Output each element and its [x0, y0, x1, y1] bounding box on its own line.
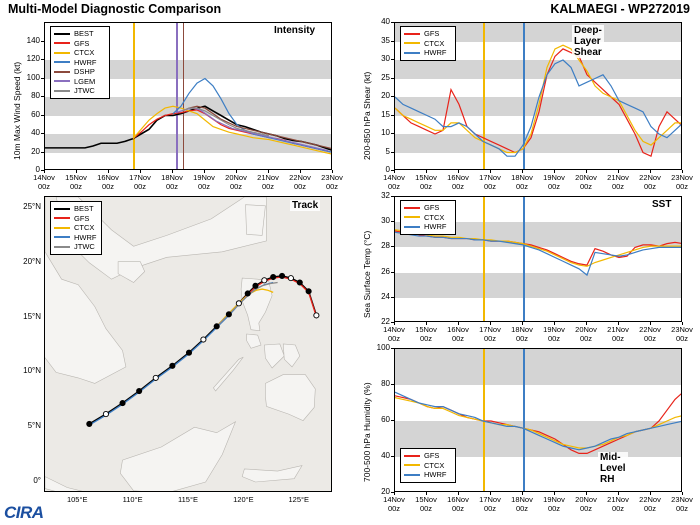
- x-tick-mark: [268, 170, 269, 173]
- legend-swatch: [404, 52, 420, 54]
- x-tick-mark: [394, 322, 395, 325]
- series-line: [395, 232, 682, 275]
- y-tick-label: 0°: [33, 476, 41, 486]
- intensity-ylabel: 10m Max Wind Speed (kt): [12, 61, 22, 160]
- legend-swatch: [404, 33, 420, 35]
- x-tick-label: 105°E: [66, 495, 88, 504]
- x-tick-label: 17Nov 00z: [479, 495, 501, 513]
- y-tick-label: 0: [35, 165, 40, 174]
- x-tick-mark: [490, 492, 491, 495]
- y-tick-mark: [391, 246, 394, 247]
- x-tick-label: 20Nov 00z: [575, 173, 597, 191]
- y-tick-label: 60: [31, 109, 40, 119]
- y-tick-mark: [391, 297, 394, 298]
- x-tick-mark: [618, 492, 619, 495]
- y-tick-label: 20: [31, 146, 40, 156]
- y-tick-label: 25°N: [23, 201, 41, 211]
- page-title: Multi-Model Diagnostic Comparison: [8, 2, 222, 16]
- x-tick-label: 21Nov 00z: [257, 173, 279, 191]
- legend-item: [404, 461, 451, 471]
- landmass: [242, 466, 302, 482]
- x-tick-mark: [522, 492, 523, 495]
- legend-label: CTCX: [424, 460, 445, 470]
- y-tick-label: 15°N: [23, 311, 41, 321]
- y-tick-mark: [391, 152, 394, 153]
- legend-item: [54, 223, 97, 233]
- intensity-legend: [50, 26, 110, 99]
- x-tick-label: 16Nov 00z: [447, 495, 469, 513]
- legend-label: BEST: [74, 204, 94, 213]
- x-tick-mark: [458, 170, 459, 173]
- legend-swatch: [54, 61, 70, 63]
- legend-label: GFS: [424, 203, 440, 212]
- legend-item: [404, 203, 451, 213]
- legend-label: LGEM: [74, 76, 96, 86]
- shear-legend: [400, 26, 456, 61]
- shear-panel-label: Deep-Layer Shear: [574, 25, 602, 58]
- legend-item: [54, 67, 105, 77]
- x-tick-label: 19Nov 00z: [543, 173, 565, 191]
- y-tick-label: 5: [385, 146, 390, 156]
- legend-swatch: [54, 217, 70, 219]
- legend-label: DSHP: [74, 67, 95, 76]
- x-tick-mark: [586, 492, 587, 495]
- x-tick-mark: [682, 492, 683, 495]
- legend-item: [404, 48, 451, 58]
- landmass: [283, 344, 300, 367]
- x-tick-label: 115°E: [178, 495, 198, 504]
- y-tick-mark: [41, 115, 44, 116]
- y-tick-label: 30: [381, 216, 390, 226]
- legend-label: HWRF: [424, 222, 447, 231]
- y-tick-label: 0: [385, 165, 390, 174]
- x-tick-mark: [426, 322, 427, 325]
- track-point: [87, 421, 92, 426]
- legend-label: GFS: [74, 38, 90, 48]
- legend-swatch: [404, 226, 420, 228]
- x-tick-mark: [682, 170, 683, 173]
- y-tick-label: 120: [26, 54, 40, 63]
- x-tick-label: 22Nov 00z: [639, 173, 661, 191]
- landmass: [120, 422, 235, 492]
- series-line: [395, 392, 682, 453]
- y-tick-label: 80: [31, 91, 40, 100]
- legend-item: [404, 213, 451, 223]
- x-tick-mark: [682, 322, 683, 325]
- legend-item: [404, 29, 451, 39]
- landmass: [246, 205, 266, 236]
- x-tick-label: 17Nov 00z: [479, 325, 501, 343]
- landmass: [264, 344, 284, 368]
- y-tick-label: 20: [381, 487, 390, 496]
- legend-swatch: [54, 236, 70, 238]
- legend-item: [404, 451, 451, 461]
- y-tick-mark: [391, 272, 394, 273]
- legend-label: JTWC: [74, 242, 95, 251]
- y-tick-mark: [41, 133, 44, 134]
- track-panel-label: Track: [292, 200, 319, 211]
- legend-label: JTWC: [74, 86, 95, 95]
- x-tick-mark: [332, 170, 333, 173]
- track-point: [137, 388, 142, 393]
- y-tick-label: 10: [381, 128, 390, 137]
- y-tick-mark: [41, 152, 44, 153]
- x-tick-label: 18Nov 00z: [161, 173, 183, 191]
- rh-panel-label: Mid-Level RH: [600, 452, 626, 485]
- y-tick-mark: [391, 196, 394, 197]
- x-tick-label: 15Nov 00z: [415, 325, 437, 343]
- x-tick-mark: [554, 492, 555, 495]
- cira-logo: CIRA: [4, 503, 44, 522]
- x-tick-mark: [490, 322, 491, 325]
- legend-item: [54, 39, 105, 49]
- track-point: [103, 411, 108, 416]
- legend-item: [54, 233, 97, 243]
- x-tick-mark: [618, 170, 619, 173]
- x-tick-mark: [426, 170, 427, 173]
- x-tick-mark: [458, 322, 459, 325]
- x-tick-label: 110°E: [122, 495, 143, 504]
- legend-label: CTCX: [74, 48, 95, 57]
- y-tick-mark: [391, 41, 394, 42]
- x-tick-label: 14Nov 00z: [383, 173, 405, 191]
- x-tick-label: 15Nov 00z: [65, 173, 87, 191]
- x-tick-label: 19Nov 00z: [193, 173, 215, 191]
- legend-label: HWRF: [424, 48, 447, 57]
- legend-label: HWRF: [74, 232, 97, 242]
- y-tick-mark: [391, 221, 394, 222]
- x-tick-mark: [140, 170, 141, 173]
- x-tick-label: 18Nov 00z: [511, 325, 533, 343]
- sst-panel-label: SST: [652, 199, 672, 210]
- x-tick-label: 14Nov 00z: [383, 495, 405, 513]
- legend-swatch: [404, 455, 420, 457]
- y-tick-mark: [391, 22, 394, 23]
- legend-item: [404, 39, 451, 49]
- legend-label: CTCX: [424, 212, 445, 222]
- track-point: [271, 274, 276, 279]
- x-tick-label: 17Nov 00z: [479, 173, 501, 191]
- track-point: [170, 363, 175, 368]
- legend-item: [54, 29, 105, 39]
- y-tick-label: 100: [376, 343, 390, 352]
- legend-item: [54, 86, 105, 96]
- legend-item: [404, 222, 451, 232]
- legend-label: HWRF: [74, 57, 97, 67]
- x-tick-label: 18Nov 00z: [511, 173, 533, 191]
- x-tick-label: 15Nov 00z: [415, 495, 437, 513]
- x-tick-label: 23Nov 00z: [671, 325, 693, 343]
- y-tick-label: 15: [381, 109, 390, 119]
- y-tick-mark: [41, 96, 44, 97]
- y-tick-mark: [391, 384, 394, 385]
- y-tick-mark: [391, 96, 394, 97]
- x-tick-mark: [394, 492, 395, 495]
- legend-swatch: [54, 42, 70, 44]
- x-tick-mark: [204, 170, 205, 173]
- track-point: [186, 350, 191, 355]
- x-tick-mark: [458, 492, 459, 495]
- x-tick-label: 125°E: [288, 495, 310, 504]
- legend-label: CTCX: [424, 38, 445, 48]
- y-tick-label: 28: [381, 241, 390, 251]
- x-tick-mark: [76, 170, 77, 173]
- x-tick-label: 20Nov 00z: [225, 173, 247, 191]
- legend-label: GFS: [424, 451, 440, 460]
- y-tick-label: 20°N: [23, 256, 41, 266]
- x-tick-mark: [522, 322, 523, 325]
- legend-item: [54, 204, 97, 214]
- landmass: [213, 357, 243, 391]
- series-line: [395, 230, 682, 267]
- series-line: [395, 398, 682, 448]
- x-tick-label: 22Nov 00z: [639, 325, 661, 343]
- legend-swatch: [54, 208, 70, 210]
- legend-item: [54, 77, 105, 87]
- x-tick-mark: [490, 170, 491, 173]
- x-tick-mark: [236, 170, 237, 173]
- x-tick-label: 22Nov 00z: [639, 495, 661, 513]
- y-tick-mark: [41, 41, 44, 42]
- x-tick-mark: [554, 170, 555, 173]
- x-tick-mark: [650, 170, 651, 173]
- track-point: [306, 289, 311, 294]
- y-tick-label: 40: [31, 128, 40, 137]
- landmass: [265, 375, 315, 421]
- x-tick-label: 23Nov 00z: [671, 495, 693, 513]
- x-tick-label: 17Nov 00z: [129, 173, 151, 191]
- y-tick-mark: [391, 420, 394, 421]
- x-tick-label: 14Nov 00z: [33, 173, 55, 191]
- track-legend: [50, 201, 102, 255]
- y-tick-label: 20: [381, 91, 390, 100]
- legend-item: [54, 58, 105, 68]
- x-tick-label: 16Nov 00z: [447, 325, 469, 343]
- legend-swatch: [404, 42, 420, 44]
- series-line: [173, 79, 332, 153]
- series-line: [133, 110, 332, 153]
- legend-swatch: [54, 90, 70, 92]
- intensity-panel-label: Intensity: [274, 25, 316, 36]
- landmass: [118, 262, 145, 283]
- series-line: [133, 106, 332, 154]
- y-tick-label: 10°N: [23, 366, 41, 376]
- y-tick-label: 40: [381, 17, 390, 26]
- legend-swatch: [54, 52, 70, 54]
- y-tick-label: 60: [381, 415, 390, 424]
- legend-label: HWRF: [424, 470, 447, 479]
- x-tick-mark: [44, 170, 45, 173]
- x-tick-mark: [300, 170, 301, 173]
- y-tick-label: 35: [381, 35, 390, 45]
- sst-ylabel: Sea Surface Temp (°C): [362, 230, 372, 318]
- y-tick-label: 22: [381, 317, 390, 326]
- series-line: [395, 392, 682, 450]
- x-tick-mark: [586, 322, 587, 325]
- y-tick-mark: [41, 59, 44, 60]
- track-point: [253, 283, 258, 288]
- x-tick-label: 16Nov 00z: [447, 173, 469, 191]
- x-tick-label: 16Nov 00z: [97, 173, 119, 191]
- y-tick-label: 5°N: [27, 421, 41, 431]
- legend-label: GFS: [74, 213, 90, 223]
- sst-legend: [400, 200, 456, 235]
- track-point: [120, 401, 125, 406]
- storm-title: KALMAEGI - WP272019: [550, 2, 690, 16]
- landmass: [45, 477, 89, 492]
- track-point: [245, 291, 250, 296]
- x-tick-label: 20Nov 00z: [575, 325, 597, 343]
- x-tick-label: 120°E: [233, 495, 254, 504]
- track-point: [288, 276, 293, 281]
- x-tick-mark: [618, 322, 619, 325]
- x-tick-mark: [554, 322, 555, 325]
- legend-item: [54, 214, 97, 224]
- x-tick-label: 19Nov 00z: [543, 325, 565, 343]
- track-point: [214, 324, 219, 329]
- x-tick-label: 22Nov 00z: [289, 173, 311, 191]
- x-tick-mark: [522, 170, 523, 173]
- y-tick-mark: [41, 78, 44, 79]
- legend-label: GFS: [424, 29, 440, 38]
- y-tick-mark: [391, 348, 394, 349]
- x-tick-mark: [586, 170, 587, 173]
- x-tick-label: 21Nov 00z: [607, 495, 629, 513]
- y-tick-mark: [391, 59, 394, 60]
- x-tick-label: 21Nov 00z: [607, 173, 629, 191]
- track-point: [153, 375, 158, 380]
- shear-ylabel: 200-850 hPa Shear (kt): [362, 71, 372, 160]
- x-tick-label: 18Nov 00z: [511, 495, 533, 513]
- x-tick-mark: [108, 170, 109, 173]
- y-tick-label: 24: [381, 291, 390, 301]
- legend-item: [54, 48, 105, 58]
- legend-swatch: [404, 474, 420, 476]
- x-tick-mark: [426, 492, 427, 495]
- track-point: [262, 278, 267, 283]
- y-tick-label: 30: [381, 54, 390, 63]
- legend-swatch: [54, 227, 70, 229]
- legend-label: CTCX: [74, 223, 95, 232]
- y-tick-label: 40: [381, 451, 390, 460]
- y-tick-label: 32: [381, 191, 390, 200]
- track-point: [279, 273, 284, 278]
- track-point: [297, 280, 302, 285]
- y-tick-label: 26: [381, 266, 390, 276]
- x-tick-label: 15Nov 00z: [415, 173, 437, 191]
- track-point: [236, 301, 241, 306]
- track-point: [201, 337, 206, 342]
- x-tick-mark: [172, 170, 173, 173]
- rh-ylabel: 700-500 hPa Humidity (%): [362, 382, 372, 482]
- legend-swatch: [54, 71, 70, 73]
- x-tick-label: 23Nov 00z: [321, 173, 343, 191]
- y-tick-mark: [391, 78, 394, 79]
- y-tick-label: 140: [26, 35, 40, 45]
- series-line: [395, 49, 682, 156]
- x-tick-label: 21Nov 00z: [607, 325, 629, 343]
- x-tick-label: 20Nov 00z: [575, 495, 597, 513]
- legend-label: BEST: [74, 29, 94, 38]
- y-tick-mark: [391, 133, 394, 134]
- legend-item: [404, 470, 451, 480]
- legend-swatch: [54, 80, 70, 82]
- legend-swatch: [54, 33, 70, 35]
- x-tick-label: 19Nov 00z: [543, 495, 565, 513]
- x-tick-label: 14Nov 00z: [383, 325, 405, 343]
- landmass: [247, 334, 261, 348]
- y-tick-mark: [391, 456, 394, 457]
- y-tick-label: 25: [381, 72, 390, 82]
- x-tick-mark: [394, 170, 395, 173]
- x-tick-mark: [650, 492, 651, 495]
- y-tick-mark: [391, 115, 394, 116]
- track-point: [314, 313, 319, 318]
- y-tick-label: 80: [381, 379, 390, 388]
- rh-legend: [400, 448, 456, 483]
- legend-swatch: [404, 464, 420, 466]
- legend-swatch: [54, 246, 70, 248]
- x-tick-label: 23Nov 00z: [671, 173, 693, 191]
- legend-item: [54, 242, 97, 252]
- y-tick-label: 100: [26, 72, 40, 82]
- track-point: [226, 312, 231, 317]
- legend-swatch: [404, 216, 420, 218]
- x-tick-mark: [650, 322, 651, 325]
- legend-swatch: [404, 207, 420, 209]
